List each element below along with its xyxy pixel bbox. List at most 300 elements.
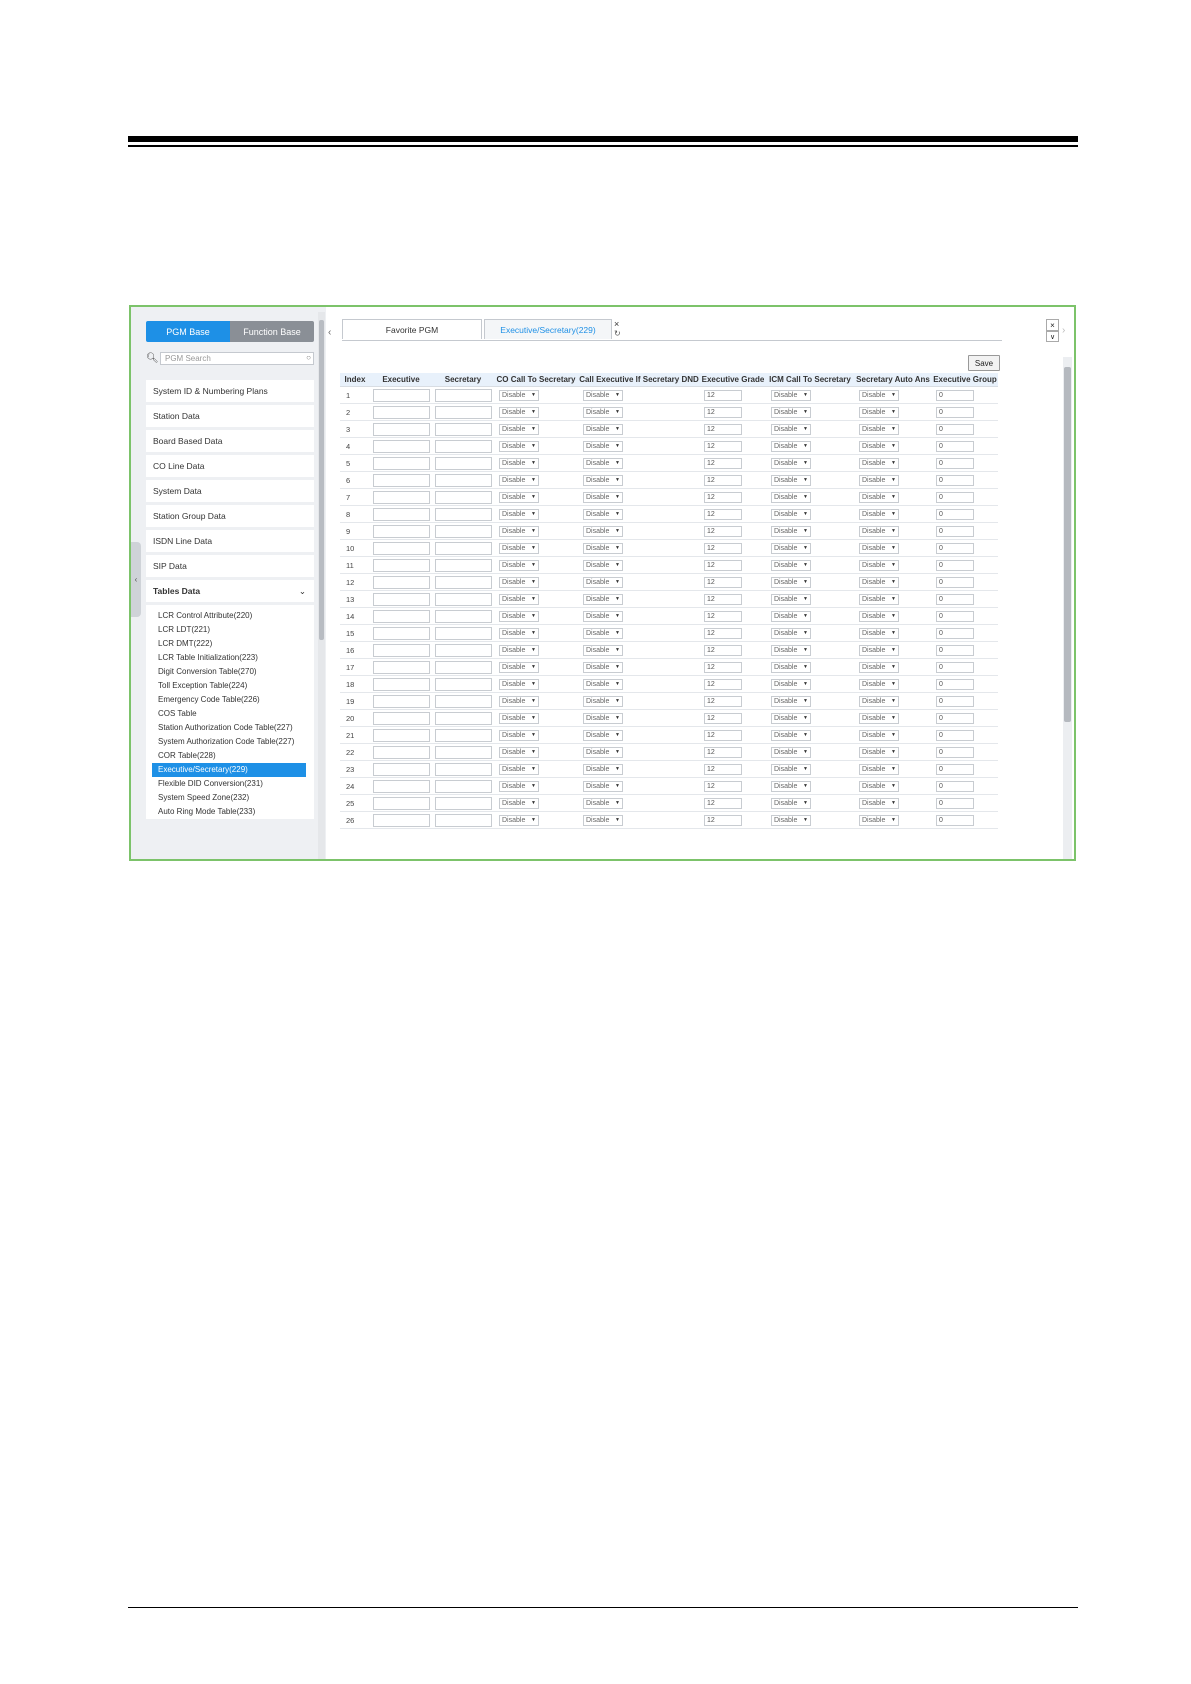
select-value: Disable [586,459,610,467]
secretary-input[interactable] [435,797,492,810]
row-index: 25 [340,795,370,812]
co-call-to-secretary-select[interactable] [499,696,539,707]
executive-group-input[interactable]: 0 [936,594,974,605]
secretary-auto-ans-select[interactable] [859,713,899,724]
secretary-input[interactable] [435,576,492,589]
call-executive-if-dnd-select[interactable] [583,492,623,503]
co-call-to-secretary-select[interactable] [499,611,539,622]
executive-group-input[interactable]: 0 [936,611,974,622]
tab-executive-secretary[interactable]: Executive/Secretary(229) [484,319,612,339]
secretary-input[interactable] [435,627,492,640]
co-call-to-secretary-select[interactable] [499,628,539,639]
table-row [340,387,998,404]
caret-down-icon: ▼ [891,630,896,636]
row-index: 12 [340,574,370,591]
table-cell [370,693,432,710]
search-icon: 🔍︎ [146,353,159,364]
icm-call-to-secretary-select[interactable] [771,628,811,639]
executive-input[interactable] [373,678,430,691]
secretary-input[interactable] [435,406,492,419]
secretary-input[interactable] [435,559,492,572]
menu-item[interactable]: System Data [146,480,314,505]
secretary-input[interactable] [435,440,492,453]
executive-group-input[interactable]: 0 [936,560,974,571]
executive-input[interactable] [373,423,430,436]
call-executive-if-dnd-select[interactable] [583,441,623,452]
executive-grade-input[interactable]: 12 [704,407,742,418]
icm-call-to-secretary-select[interactable] [771,594,811,605]
left-scrollbar-thumb[interactable] [319,320,324,640]
executive-grade-input[interactable]: 12 [704,509,742,520]
secretary-auto-ans-select[interactable] [859,645,899,656]
executive-input[interactable] [373,610,430,623]
select-value: Disable [502,510,526,518]
co-call-to-secretary-select[interactable] [499,730,539,741]
submenu-item[interactable]: Station Authorization Code Table(227) [158,723,293,732]
icm-call-to-secretary-select[interactable] [771,424,811,435]
executive-group-input[interactable]: 0 [936,645,974,656]
executive-input[interactable] [373,406,430,419]
executive-grade-input[interactable]: 12 [704,747,742,758]
secretary-input[interactable] [435,695,492,708]
table-cell [578,676,700,693]
table-row [340,557,998,574]
executive-input[interactable] [373,814,430,827]
pgm-search-input[interactable]: PGM Search [160,352,314,365]
co-call-to-secretary-select[interactable] [499,492,539,503]
secretary-auto-ans-select[interactable] [859,628,899,639]
secretary-input[interactable] [435,729,492,742]
executive-grade-input[interactable]: 12 [704,458,742,469]
executive-group-input[interactable]: 0 [936,577,974,588]
icm-call-to-secretary-select[interactable] [771,577,811,588]
menu-item[interactable]: ISDN Line Data [146,530,314,555]
submenu-item[interactable]: Digit Conversion Table(270) [158,667,257,676]
submenu-item[interactable]: LCR Control Attribute(220) [158,611,253,620]
secretary-input[interactable] [435,746,492,759]
executive-grade-input[interactable]: 12 [704,526,742,537]
submenu-item[interactable]: Executive/Secretary(229) [152,763,306,777]
executive-input[interactable] [373,440,430,453]
header-rule-thick [128,136,1078,142]
executive-grade-input[interactable]: 12 [704,679,742,690]
secretary-auto-ans-select[interactable] [859,730,899,741]
secretary-auto-ans-select[interactable] [859,475,899,486]
co-call-to-secretary-select[interactable] [499,679,539,690]
executive-input[interactable] [373,457,430,470]
table-cell [932,727,998,744]
table-row [340,608,998,625]
executive-input[interactable] [373,695,430,708]
call-executive-if-dnd-select[interactable] [583,509,623,520]
menu-item[interactable]: CO Line Data [146,455,314,480]
secretary-input[interactable] [435,763,492,776]
table-cell [932,693,998,710]
call-executive-if-dnd-select[interactable] [583,696,623,707]
icm-call-to-secretary-select[interactable] [771,441,811,452]
icm-call-to-secretary-select[interactable] [771,543,811,554]
secretary-input[interactable] [435,389,492,402]
icm-call-to-secretary-select[interactable] [771,645,811,656]
secretary-auto-ans-select[interactable] [859,577,899,588]
executive-group-input[interactable]: 0 [936,458,974,469]
secretary-auto-ans-select[interactable] [859,696,899,707]
table-cell [854,540,932,557]
call-executive-if-dnd-select[interactable] [583,407,623,418]
secretary-input[interactable] [435,423,492,436]
table-row [340,540,998,557]
executive-group-input[interactable]: 0 [936,764,974,775]
call-executive-if-dnd-select[interactable] [583,424,623,435]
icm-call-to-secretary-select[interactable] [771,526,811,537]
table-cell [932,557,998,574]
executive-input[interactable] [373,763,430,776]
program-menu [146,380,314,819]
executive-input[interactable] [373,729,430,742]
secretary-input[interactable] [435,780,492,793]
call-executive-if-dnd-select[interactable] [583,526,623,537]
table-cell [370,421,432,438]
table-cell [370,761,432,778]
select-value: Disable [862,544,886,552]
co-call-to-secretary-select[interactable] [499,798,539,809]
call-executive-if-dnd-select[interactable] [583,764,623,775]
table-cell [578,608,700,625]
secretary-auto-ans-select[interactable] [859,594,899,605]
executive-group-input[interactable]: 0 [936,628,974,639]
submenu-item[interactable]: Auto Ring Mode Table(233) [158,807,256,816]
executive-group-input[interactable]: 0 [936,509,974,520]
co-call-to-secretary-select[interactable] [499,424,539,435]
executive-grade-input[interactable]: 12 [704,560,742,571]
executive-input[interactable] [373,780,430,793]
submenu-item[interactable]: LCR Table Initialization(223) [158,653,258,662]
table-cell [766,625,854,642]
executive-input[interactable] [373,389,430,402]
executive-input[interactable] [373,644,430,657]
select-value: Disable [862,663,886,671]
executive-group-input[interactable]: 0 [936,662,974,673]
executive-grade-input[interactable]: 12 [704,628,742,639]
call-executive-if-dnd-select[interactable] [583,679,623,690]
co-call-to-secretary-select[interactable] [499,747,539,758]
collapse-panel-icon[interactable]: ‹ [131,542,141,617]
executive-input[interactable] [373,593,430,606]
icm-call-to-secretary-select[interactable] [771,730,811,741]
co-call-to-secretary-select[interactable] [499,594,539,605]
submenu-item[interactable]: Emergency Code Table(226) [158,695,260,704]
icm-call-to-secretary-select[interactable] [771,764,811,775]
call-executive-if-dnd-select[interactable] [583,798,623,809]
co-call-to-secretary-select[interactable] [499,781,539,792]
co-call-to-secretary-select[interactable] [499,764,539,775]
table-cell [432,744,494,761]
close-tab-icon[interactable]: × [614,319,620,329]
icm-call-to-secretary-select[interactable] [771,509,811,520]
table-cell [766,591,854,608]
select-value: Disable [774,544,798,552]
call-executive-if-dnd-select[interactable] [583,560,623,571]
submenu-item[interactable]: LCR LDT(221) [158,625,211,634]
table-cell [766,421,854,438]
secretary-auto-ans-select[interactable] [859,798,899,809]
executive-grade-input[interactable]: 12 [704,662,742,673]
refresh-tab-icon[interactable]: ↻ [614,329,621,338]
column-header: Secretary Auto Ans [854,373,932,387]
executive-grade-input[interactable]: 12 [704,645,742,656]
submenu-item[interactable]: COS Table [158,709,197,718]
submenu-item[interactable]: Toll Exception Table(224) [158,681,248,690]
co-call-to-secretary-select[interactable] [499,526,539,537]
clear-search-icon[interactable]: ○ [306,353,311,362]
executive-input[interactable] [373,627,430,640]
co-call-to-secretary-select[interactable] [499,509,539,520]
icm-call-to-secretary-select[interactable] [771,662,811,673]
submenu-item[interactable]: Flexible DID Conversion(231) [158,779,263,788]
executive-group-input[interactable]: 0 [936,730,974,741]
secretary-input[interactable] [435,610,492,623]
table-cell [370,387,432,404]
right-scrollbar[interactable] [1063,357,1072,859]
secretary-input[interactable] [435,508,492,521]
executive-grade-input[interactable]: 12 [704,611,742,622]
executive-group-input[interactable]: 0 [936,543,974,554]
icm-call-to-secretary-select[interactable] [771,407,811,418]
secretary-input[interactable] [435,542,492,555]
call-executive-if-dnd-select[interactable] [583,577,623,588]
icm-call-to-secretary-select[interactable] [771,458,811,469]
select-value: Disable [586,425,610,433]
executive-input[interactable] [373,576,430,589]
executive-input[interactable] [373,508,430,521]
co-call-to-secretary-select[interactable] [499,815,539,826]
caret-down-icon: ▼ [803,596,808,602]
executive-group-input[interactable]: 0 [936,696,974,707]
co-call-to-secretary-select[interactable] [499,441,539,452]
chevron-down-icon[interactable]: ∨ [1046,331,1059,342]
menu-item[interactable]: Station Data [146,405,314,430]
table-cell [432,795,494,812]
save-button[interactable]: Save [968,355,1000,371]
menu-item[interactable]: System ID & Numbering Plans [146,380,314,405]
secretary-auto-ans-select[interactable] [859,390,899,401]
table-cell [700,387,766,404]
secretary-input[interactable] [435,712,492,725]
executive-grade-input[interactable]: 12 [704,696,742,707]
icm-call-to-secretary-select[interactable] [771,815,811,826]
menu-item-tables-data[interactable] [146,580,314,605]
call-executive-if-dnd-select[interactable] [583,645,623,656]
executive-input[interactable] [373,661,430,674]
call-executive-if-dnd-select[interactable] [583,611,623,622]
call-executive-if-dnd-select[interactable] [583,713,623,724]
tab-favorite-pgm[interactable]: Favorite PGM [342,319,482,339]
close-all-tabs-icon[interactable]: × [1046,319,1059,331]
secretary-auto-ans-select[interactable] [859,407,899,418]
table-cell [578,778,700,795]
co-call-to-secretary-select[interactable] [499,645,539,656]
icm-call-to-secretary-select[interactable] [771,798,811,809]
secretary-auto-ans-select[interactable] [859,441,899,452]
table-cell [854,761,932,778]
right-panel [328,307,1074,859]
secretary-input[interactable] [435,644,492,657]
secretary-auto-ans-select[interactable] [859,509,899,520]
secretary-auto-ans-select[interactable] [859,662,899,673]
caret-down-icon: ▼ [531,477,536,483]
left-scrollbar[interactable] [318,312,325,860]
caret-down-icon: ▼ [803,766,808,772]
executive-input[interactable] [373,491,430,504]
co-call-to-secretary-select[interactable] [499,543,539,554]
icm-call-to-secretary-select[interactable] [771,390,811,401]
secretary-auto-ans-select[interactable] [859,764,899,775]
secretary-auto-ans-select[interactable] [859,526,899,537]
executive-grade-input[interactable]: 12 [704,577,742,588]
executive-group-input[interactable]: 0 [936,492,974,503]
function-base-tab[interactable]: Function Base [230,321,314,342]
executive-grade-input[interactable]: 12 [704,594,742,605]
executive-grade-input[interactable]: 12 [704,781,742,792]
call-executive-if-dnd-select[interactable] [583,543,623,554]
executive-grade-input[interactable]: 12 [704,390,742,401]
executive-grade-input[interactable]: 12 [704,730,742,741]
secretary-auto-ans-select[interactable] [859,560,899,571]
secretary-auto-ans-select[interactable] [859,492,899,503]
executive-grade-input[interactable]: 12 [704,543,742,554]
caret-down-icon: ▼ [531,664,536,670]
executive-input[interactable] [373,797,430,810]
call-executive-if-dnd-select[interactable] [583,475,623,486]
icm-call-to-secretary-select[interactable] [771,475,811,486]
menu-item[interactable]: SIP Data [146,555,314,580]
call-executive-if-dnd-select[interactable] [583,594,623,605]
executive-input[interactable] [373,559,430,572]
table-cell [432,812,494,829]
menu-item[interactable]: Station Group Data [146,505,314,530]
select-value: Disable [586,629,610,637]
icm-call-to-secretary-select[interactable] [771,611,811,622]
executive-grade-input[interactable]: 12 [704,475,742,486]
co-call-to-secretary-select[interactable] [499,475,539,486]
executive-input[interactable] [373,542,430,555]
secretary-input[interactable] [435,814,492,827]
executive-group-input[interactable]: 0 [936,713,974,724]
co-call-to-secretary-select[interactable] [499,390,539,401]
table-cell [432,761,494,778]
executive-grade-input[interactable]: 12 [704,424,742,435]
secretary-input[interactable] [435,661,492,674]
co-call-to-secretary-select[interactable] [499,662,539,673]
table-cell [700,608,766,625]
call-executive-if-dnd-select[interactable] [583,747,623,758]
submenu-item[interactable]: System Speed Zone(232) [158,793,250,802]
call-executive-if-dnd-select[interactable] [583,815,623,826]
icm-call-to-secretary-select[interactable] [771,679,811,690]
executive-group-input[interactable]: 0 [936,475,974,486]
secretary-auto-ans-select[interactable] [859,611,899,622]
call-executive-if-dnd-select[interactable] [583,781,623,792]
call-executive-if-dnd-select[interactable] [583,730,623,741]
co-call-to-secretary-select[interactable] [499,577,539,588]
secretary-input[interactable] [435,457,492,470]
executive-grade-input[interactable]: 12 [704,798,742,809]
call-executive-if-dnd-select[interactable] [583,390,623,401]
submenu-item[interactable]: System Authorization Code Table(227) [158,737,295,746]
executive-group-input[interactable]: 0 [936,815,974,826]
pgm-base-tab[interactable]: PGM Base [146,321,230,342]
secretary-input[interactable] [435,678,492,691]
icm-call-to-secretary-select[interactable] [771,696,811,707]
caret-down-icon: ▼ [531,545,536,551]
table-cell [494,744,578,761]
executive-group-input[interactable]: 0 [936,679,974,690]
co-call-to-secretary-select[interactable] [499,458,539,469]
secretary-input[interactable] [435,474,492,487]
executive-group-input[interactable]: 0 [936,798,974,809]
submenu-item[interactable]: LCR DMT(222) [158,639,213,648]
secretary-auto-ans-select[interactable] [859,815,899,826]
executive-grade-input[interactable]: 12 [704,441,742,452]
call-executive-if-dnd-select[interactable] [583,628,623,639]
secretary-input[interactable] [435,525,492,538]
secretary-auto-ans-select[interactable] [859,781,899,792]
menu-item[interactable]: Board Based Data [146,430,314,455]
right-scrollbar-thumb[interactable] [1064,367,1071,722]
executive-group-input[interactable]: 0 [936,390,974,401]
co-call-to-secretary-select[interactable] [499,407,539,418]
table-cell [432,523,494,540]
executive-input[interactable] [373,712,430,725]
call-executive-if-dnd-select[interactable] [583,662,623,673]
secretary-input[interactable] [435,491,492,504]
executive-input[interactable] [373,474,430,487]
secretary-auto-ans-select[interactable] [859,424,899,435]
executive-grade-input[interactable]: 12 [704,815,742,826]
table-cell [494,574,578,591]
submenu-item[interactable]: COR Table(228) [158,751,216,760]
icm-call-to-secretary-select[interactable] [771,781,811,792]
co-call-to-secretary-select[interactable] [499,560,539,571]
icm-call-to-secretary-select[interactable] [771,560,811,571]
table-cell [700,812,766,829]
tab-prev-icon[interactable]: ‹ [328,327,332,338]
tab-next-icon[interactable]: › [1062,325,1066,336]
executive-group-input[interactable]: 0 [936,407,974,418]
executive-grade-input[interactable]: 12 [704,764,742,775]
secretary-auto-ans-select[interactable] [859,679,899,690]
executive-group-input[interactable]: 0 [936,526,974,537]
executive-grade-input[interactable]: 12 [704,492,742,503]
icm-call-to-secretary-select[interactable] [771,747,811,758]
executive-group-input[interactable]: 0 [936,441,974,452]
icm-call-to-secretary-select[interactable] [771,713,811,724]
executive-group-input[interactable]: 0 [936,781,974,792]
executive-group-input[interactable]: 0 [936,747,974,758]
row-index: 16 [340,642,370,659]
call-executive-if-dnd-select[interactable] [583,458,623,469]
executive-grade-input[interactable]: 12 [704,713,742,724]
executive-group-input[interactable]: 0 [936,424,974,435]
executive-input[interactable] [373,525,430,538]
secretary-auto-ans-select[interactable] [859,543,899,554]
executive-input[interactable] [373,746,430,759]
co-call-to-secretary-select[interactable] [499,713,539,724]
secretary-auto-ans-select[interactable] [859,458,899,469]
secretary-auto-ans-select[interactable] [859,747,899,758]
secretary-input[interactable] [435,593,492,606]
icm-call-to-secretary-select[interactable] [771,492,811,503]
